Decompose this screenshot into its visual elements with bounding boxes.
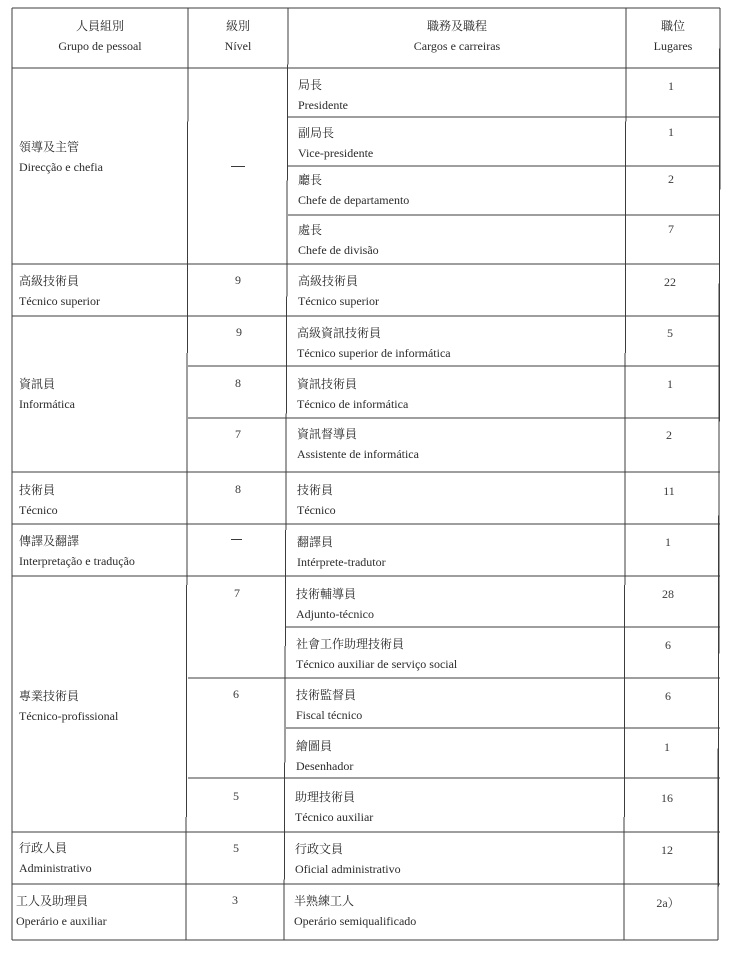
group-zh: 專業技術員 [19,689,80,703]
table-row [297,426,419,463]
lugares-value: 1 [667,377,673,391]
cargo-pt: Adjunto-técnico [296,607,374,621]
table-row [297,376,408,413]
table-row [298,172,409,209]
cargo-pt: Fiscal técnico [296,708,363,722]
header-cargo [288,17,626,55]
group-pt: Administrativo [19,861,92,875]
lugares-value: 12 [661,843,673,857]
group-pt: Direcção e chefia [19,160,103,174]
group-zh: 技術員 [19,483,56,497]
cargo-pt: Presidente [298,98,348,112]
level-value: 9 [236,325,242,339]
lugares-value: 1 [665,535,671,549]
lugares-value: 11 [663,484,675,498]
group-pt: Técnico [19,503,58,517]
level-value: 8 [235,482,241,496]
cargo-zh: 行政文員 [295,842,344,856]
cargo-zh: 技術監督員 [296,688,357,702]
lugares-value: 1 [668,125,674,139]
header-level-zh: 級別 [225,19,250,33]
level-value: 7 [234,586,240,600]
table-row [294,893,416,930]
table-row [297,325,451,362]
cargo-pt: Técnico superior [298,294,379,308]
table-row [296,738,353,775]
cargo-zh: 助理技術員 [295,790,356,804]
lugares-value: 22 [664,275,676,289]
level-value: 9 [235,273,241,287]
header-level [188,17,288,55]
header-lugares-pt: Lugares [653,39,693,53]
cargo-zh: 資訊督導員 [297,427,358,441]
table-row [298,222,379,259]
cargo-zh: 社會工作助理技術員 [296,637,405,651]
group-pt: Informática [19,397,75,411]
table-row [298,273,379,310]
level-value: 3 [232,893,238,907]
group-zh: 傳譯及翻譯 [19,534,80,548]
lugares-value: 5 [667,326,673,340]
lugares-value: 7 [668,222,674,236]
group-cell [19,482,58,519]
lugares-value: 1 [668,79,674,93]
cargo-zh: 繪圖員 [296,739,333,753]
header-group [12,17,188,55]
lugares-value: 2 [666,428,672,442]
cargo-zh: 高級資訊技術員 [297,326,382,340]
group-cell [19,840,92,877]
table-row [297,482,336,519]
table-row [296,586,374,623]
group-pt: Técnico-profissional [19,709,119,723]
table-row [295,789,373,826]
header-group-zh: 人員組別 [75,19,124,33]
cargo-zh: 資訊技術員 [297,377,358,391]
group-cell [16,893,107,930]
header-level-pt: Nível [224,39,252,53]
lugares-value: 1 [664,740,670,754]
lugares-value: 2a） [656,896,680,910]
cargo-zh: 高級技術員 [298,274,359,288]
group-cell [19,376,75,413]
cargo-pt: Operário semiqualificado [294,914,417,928]
header-cargo-zh: 職務及職程 [426,19,487,33]
cargo-pt: Técnico [297,503,336,517]
cargo-zh: 半熟練工人 [294,894,355,908]
level-value: 6 [233,687,239,701]
group-zh: 高級技術員 [19,274,80,288]
level-dash [231,539,242,540]
group-pt: Técnico superior [19,294,100,308]
cargo-pt: Técnico auxiliar de serviço social [296,657,458,671]
cargo-zh: 副局長 [298,126,335,140]
group-zh: 領導及主管 [19,140,80,154]
cargo-zh: 廳長 [298,173,323,187]
cargo-pt: Vice-presidente [298,146,374,160]
table-row [298,125,373,162]
cargo-pt: Desenhador [296,759,354,773]
cargo-pt: Técnico auxiliar [295,810,374,824]
cargo-pt: Técnico superior de informática [297,346,451,360]
header-group-pt: Grupo de pessoal [58,39,142,53]
lugares-value: 28 [662,587,674,601]
cargo-pt: Assistente de informática [297,447,419,461]
lugares-value: 16 [661,791,673,805]
cargo-pt: Intérprete-tradutor [297,555,386,569]
header-cargo-pt: Cargos e carreiras [413,39,501,53]
cargo-zh: 技術輔導員 [296,587,357,601]
group-cell [19,688,118,725]
lugares-value: 6 [665,638,671,652]
group-cell [19,139,103,176]
cargo-pt: Chefe de departamento [298,193,410,207]
level-value: 5 [233,841,239,855]
table-row [296,687,362,724]
level-value: 5 [233,789,239,803]
table-row [297,534,386,571]
table-row [298,77,348,114]
group-zh: 行政人員 [19,841,68,855]
header-lugares [626,17,720,55]
table-row [295,841,401,878]
group-zh: 資訊員 [19,377,56,391]
cargo-pt: Chefe de divisão [298,243,379,257]
cargo-zh: 翻譯員 [297,535,334,549]
level-value: 8 [235,376,241,390]
table-row [296,636,457,673]
group-cell [19,273,100,310]
cargo-zh: 處長 [298,223,323,237]
group-pt: Operário e auxiliar [16,914,107,928]
level-value: 7 [235,427,241,441]
group-cell [19,533,135,570]
lugares-value: 2 [668,172,674,186]
group-pt: Interpretação e tradução [19,554,135,568]
level-dash [231,166,245,167]
header-lugares-zh: 職位 [660,19,685,33]
cargo-pt: Técnico de informática [297,397,409,411]
cargo-zh: 局長 [298,78,323,92]
lugares-value: 6 [665,689,671,703]
group-zh: 工人及助理員 [16,894,89,908]
cargo-pt: Oficial administrativo [295,862,401,876]
cargo-zh: 技術員 [297,483,334,497]
